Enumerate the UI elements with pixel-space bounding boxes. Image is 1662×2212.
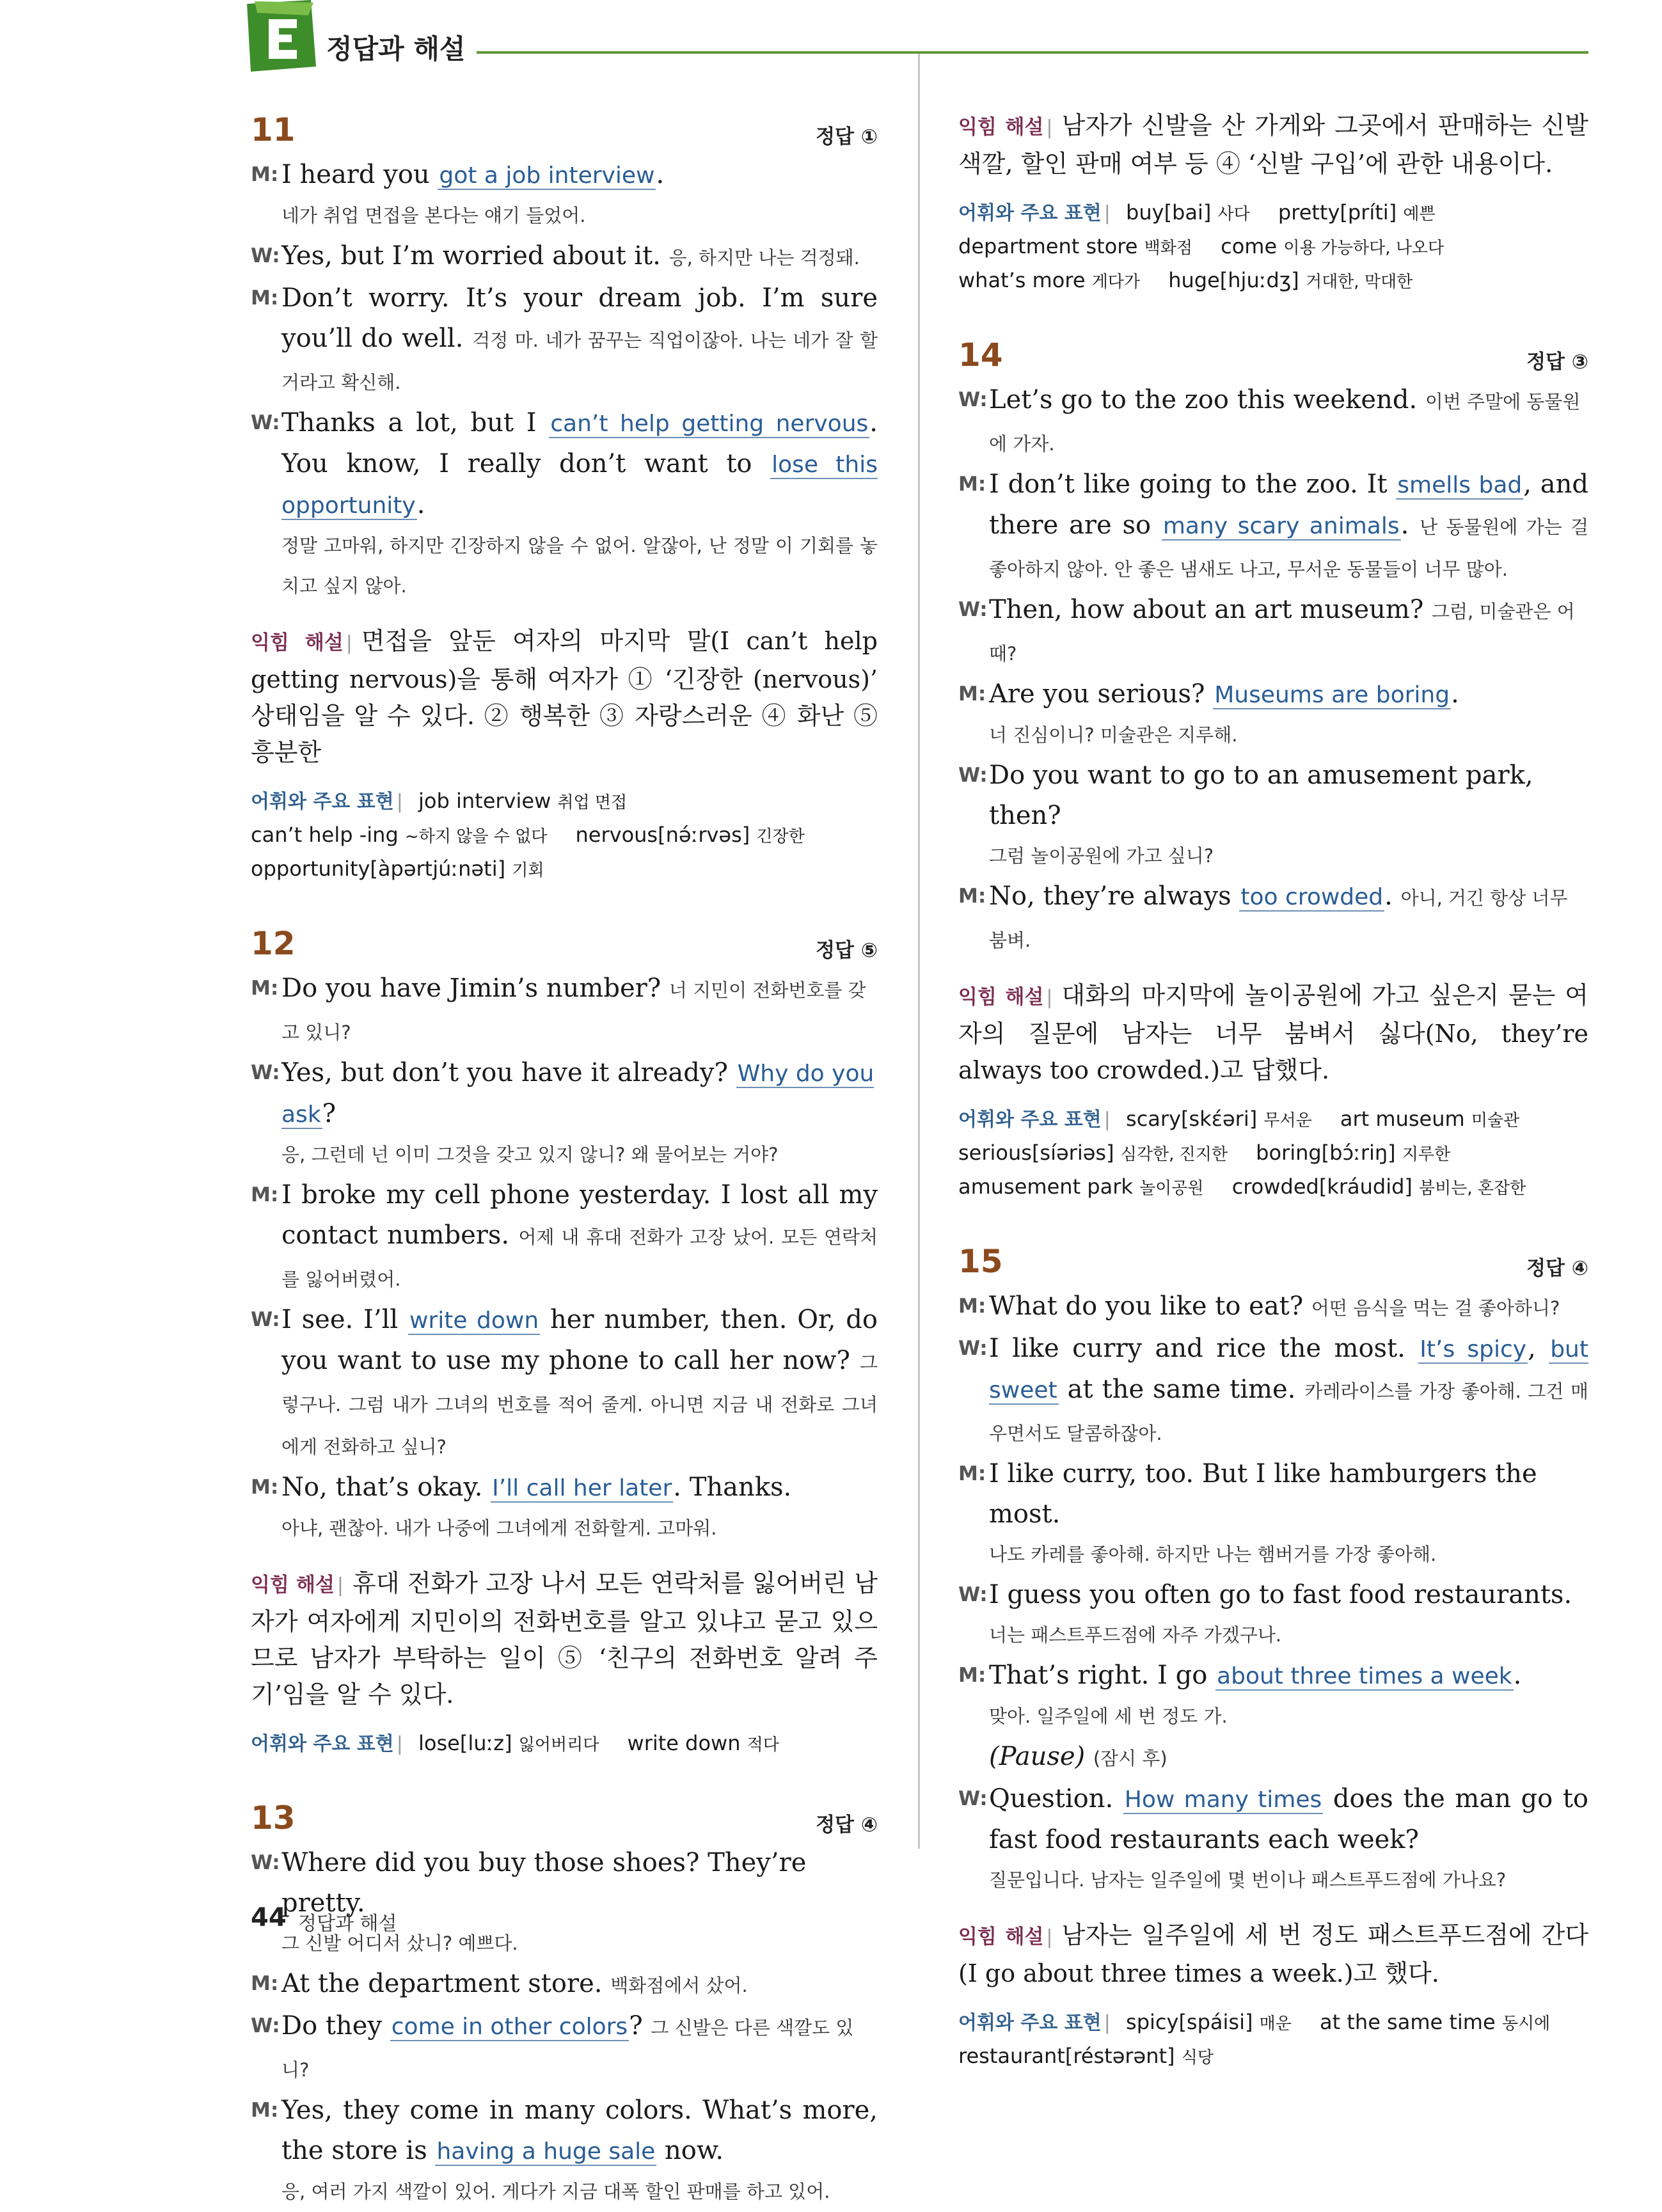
question-number: 12 bbox=[251, 925, 296, 962]
dialogue-line bbox=[958, 1575, 1588, 1655]
translation: 질문입니다. 남자는 일주일에 몇 번이나 패스트푸드점에 가나요? bbox=[989, 1869, 1507, 1891]
answer-label: 정답 ⑤ bbox=[816, 939, 878, 962]
key-expression: got a job interview bbox=[439, 162, 655, 189]
key-expression: Museums are boring bbox=[1214, 682, 1450, 708]
speaker: W: bbox=[958, 1337, 988, 1360]
speaker: M: bbox=[251, 287, 279, 310]
dialogue-text: . bbox=[1513, 1661, 1522, 1690]
vocab-item: restaurant[réstərənt] 식당 bbox=[958, 2044, 1214, 2068]
dialogue-text: Yes, but don’t you have it already? bbox=[281, 1058, 736, 1087]
question-14 bbox=[958, 333, 1588, 1205]
dialogue-text: Do you have Jimin’s number? bbox=[281, 974, 661, 1003]
dialogue-line bbox=[251, 1300, 878, 1467]
speaker: W: bbox=[958, 1787, 988, 1810]
key-expression: smells bad bbox=[1397, 472, 1523, 498]
dialogue-text: Let’s go to the zoo this weekend. bbox=[989, 385, 1418, 415]
translation: 그럼, 미술관은 어때? bbox=[989, 601, 1575, 665]
translation: 어떤 음식을 먹는 걸 좋아하니? bbox=[1311, 1297, 1560, 1319]
dialogue-line bbox=[958, 1737, 1588, 1779]
dialogue-text: Yes, they come in many colors. What’s more, the store is bbox=[281, 2096, 878, 2165]
vocab-item: department store 백화점 bbox=[958, 234, 1192, 258]
dialogue-text: . You know, I really don’t want to bbox=[281, 408, 878, 478]
translation: 응, 그런데 넌 이미 그것을 갖고 있지 않니? 왜 물어보는 거야? bbox=[281, 1144, 779, 1165]
question-13 bbox=[251, 1796, 878, 2212]
dialogue-text: Are you serious? bbox=[989, 679, 1214, 709]
vocab-box: 어휘와 주요 표현 | spicy[spáisi] 매운 at the same time 동시에 restaurant[réstərənt] 식당 bbox=[958, 2010, 1551, 2068]
speaker: M: bbox=[251, 1476, 279, 1499]
explanation-label: 익힘 해설 bbox=[958, 116, 1044, 139]
dialogue-line bbox=[958, 464, 1588, 590]
dialogue-line bbox=[251, 1964, 878, 2006]
dialogue-line bbox=[251, 236, 878, 278]
translation: 응, 하지만 나는 걱정돼. bbox=[669, 247, 860, 269]
vocab-box: 어휘와 주요 표현 | scary[skέəri] 무서운 art museum 미술관 serious[síəriəs] 심각한, 진지한 boring[bɔ́ːriŋ] 지루한 amusement park 놀이공원 crowded[kráudid] 붐비는, 혼잡한 bbox=[958, 1107, 1526, 1199]
right-column bbox=[958, 107, 1588, 2074]
header-rule bbox=[477, 51, 1588, 54]
dialogue-line bbox=[251, 278, 878, 403]
question-number: 11 bbox=[251, 111, 296, 148]
answer-label: 정답 ③ bbox=[1526, 351, 1588, 374]
key-expression: having a huge sale bbox=[436, 2138, 656, 2165]
dialogue-line bbox=[958, 1286, 1588, 1329]
explanation-label: 익힘 해설 bbox=[958, 1925, 1044, 1948]
key-expression: many scary animals bbox=[1162, 513, 1400, 539]
dialogue-text: ? bbox=[629, 2011, 643, 2041]
vocab-item: art museum 미술관 bbox=[1340, 1107, 1520, 1131]
dialogue-text: Yes, but I’m worried about it. bbox=[281, 241, 661, 271]
vocab-item: scary[skέəri] 무서운 bbox=[1126, 1107, 1312, 1131]
pause-cue: (Pause) bbox=[989, 1742, 1086, 1771]
dialogue-line bbox=[958, 590, 1588, 674]
dialogue-text: , and there are so bbox=[989, 470, 1588, 540]
vocab-item: can’t help -ing ~하지 않을 수 없다 bbox=[251, 823, 548, 847]
question-13-continued bbox=[958, 107, 1588, 298]
explanation-text: 남자는 일주일에 세 번 정도 패스트푸드점에 간다(I go about three times a week.)고 했다. bbox=[958, 1921, 1588, 1987]
dialogue-text: now. bbox=[656, 2136, 724, 2165]
dialogue-text: Don’t worry. It’s your dream job. I’m sure you’ll do well. bbox=[281, 283, 878, 353]
key-expression: can’t help getting nervous bbox=[550, 411, 869, 437]
key-expression: How many times bbox=[1124, 1787, 1322, 1813]
dialogue-line bbox=[251, 155, 878, 236]
dialogue-line bbox=[251, 1467, 878, 1549]
vocab-item: amusement park 놀이공원 bbox=[958, 1174, 1204, 1199]
speaker: M: bbox=[958, 1295, 986, 1318]
speaker: M: bbox=[958, 885, 986, 908]
dialogue-text: Do they bbox=[281, 2011, 390, 2041]
explanation: 익힘 해설 | 대화의 마지막에 놀이공원에 가고 싶은지 묻는 여자의 질문에 남자는 너무 붐벼서 싫다(No, they’re always too crowded.)고 답했다. bbox=[958, 981, 1588, 1084]
speaker: M: bbox=[251, 163, 279, 186]
speaker: M: bbox=[958, 1462, 986, 1485]
dialogue-line bbox=[958, 1655, 1588, 1737]
dialogue-text: . bbox=[1384, 881, 1393, 911]
translation: 네가 취업 면접을 본다는 얘기 들었어. bbox=[281, 205, 586, 226]
translation: 이번 주말에 동물원에 가자. bbox=[989, 391, 1581, 455]
vocab-item: job interview 취업 면접 bbox=[418, 789, 628, 813]
dialogue-line bbox=[958, 755, 1588, 876]
speaker: W: bbox=[251, 2014, 280, 2037]
dialogue-line bbox=[251, 1053, 878, 1175]
translation: 아냐, 괜찮아. 내가 나중에 그녀에게 전화할게. 고마워. bbox=[281, 1517, 717, 1539]
dialogue-line bbox=[958, 380, 1588, 464]
translation: (잠시 후) bbox=[1093, 1748, 1167, 1769]
speaker: M: bbox=[958, 1664, 986, 1687]
translation: 너 지민이 전화번호를 갖고 있니? bbox=[281, 979, 866, 1043]
speaker: M: bbox=[251, 1972, 279, 1995]
answer-label: 정답 ① bbox=[816, 125, 878, 148]
speaker: M: bbox=[958, 683, 986, 706]
dialogue-line bbox=[251, 2090, 878, 2212]
dialogue-text: at the same time. bbox=[1058, 1375, 1296, 1404]
vocab-item: write down 적다 bbox=[627, 1731, 779, 1755]
dialogue-line bbox=[251, 1843, 878, 1964]
dialogue-text: Question. bbox=[989, 1784, 1123, 1813]
answer-label: 정답 ④ bbox=[816, 1813, 878, 1837]
key-expression: come in other colors bbox=[391, 2014, 628, 2040]
vocab-item: opportunity[àpərtjúːnəti] 기회 bbox=[251, 857, 544, 881]
translation: 백화점에서 샀어. bbox=[610, 1975, 748, 1996]
speaker: W: bbox=[958, 1583, 988, 1606]
vocab-item: serious[síəriəs] 심각한, 진지한 bbox=[958, 1141, 1228, 1165]
dialogue-text: . bbox=[1400, 510, 1409, 540]
answer-label: 정답 ④ bbox=[1526, 1257, 1588, 1280]
dialogue-text: I broke my cell phone yesterday. I lost all my contact numbers. bbox=[281, 1180, 878, 1250]
translation: 나도 카레를 좋아해. 하지만 나는 햄버거를 가장 좋아해. bbox=[989, 1544, 1437, 1565]
vocab-item: spicy[spáisi] 매운 bbox=[1126, 2010, 1292, 2034]
dialogue-text: I see. I’ll bbox=[281, 1305, 408, 1334]
explanation-label: 익힘 해설 bbox=[251, 631, 344, 654]
vocab-label: 어휘와 주요 표현 bbox=[958, 202, 1102, 225]
speaker: W: bbox=[958, 598, 988, 621]
dialogue-text: At the department store. bbox=[281, 1969, 603, 1998]
header-logo-icon bbox=[242, 0, 319, 77]
vocab-label: 어휘와 주요 표현 bbox=[958, 2012, 1102, 2034]
vocab-item: buy[bai] 사다 bbox=[1126, 200, 1250, 225]
question-number: 14 bbox=[958, 336, 1003, 374]
explanation: 익힘 해설 | 면접을 앞둔 여자의 마지막 말(I can’t help getting nervous)을 통해 여자가 ① ‘긴장한 (nervous)’ 상태임을 알 수 있다. ② 행복한 ③ 자랑스러운 ④ 화난 ⑤ 흥분한 bbox=[251, 627, 878, 766]
speaker: W: bbox=[958, 388, 988, 411]
page-number: 44 bbox=[251, 1903, 287, 1932]
translation: 걱정 마. 네가 꿈꾸는 직업이잖아. 나는 네가 잘 할 거라고 확신해. bbox=[281, 329, 878, 393]
speaker: W: bbox=[958, 764, 988, 787]
dialogue-line bbox=[251, 403, 878, 606]
dialogue-text: , bbox=[1528, 1334, 1549, 1363]
explanation-label: 익힘 해설 bbox=[251, 1574, 335, 1597]
dialogue-line bbox=[958, 876, 1588, 961]
vocab-item: huge[hjuːdʒ] 거대한, 막대한 bbox=[1168, 268, 1413, 292]
translation: 정말 고마워, 하지만 긴장하지 않을 수 없어. 알잖아, 난 정말 이 기회를 놓치고 싶지 않아. bbox=[281, 535, 878, 597]
dialogue-text: her number, then. Or, do you want to use my phone to call her now? bbox=[281, 1305, 878, 1375]
dialogue-text: Do you want to go to an amusement park, then? bbox=[989, 761, 1533, 830]
vocab-label: 어휘와 주요 표현 bbox=[958, 1109, 1102, 1131]
speaker: W: bbox=[251, 1061, 280, 1084]
dialogue-text: Thanks a lot, but I bbox=[281, 408, 550, 438]
dialogue-text: No, they’re always bbox=[989, 881, 1240, 911]
dialogue-text: . bbox=[1451, 679, 1459, 709]
dialogue-text: . bbox=[416, 490, 425, 519]
vocab-item: nervous[nə́ːrvəs] 긴장한 bbox=[575, 823, 805, 847]
key-expression: lose this opportunity bbox=[281, 452, 878, 519]
dialogue-text: I guess you often go to fast food restaurants. bbox=[989, 1580, 1572, 1609]
dialogue-text: I don’t like going to the zoo. It bbox=[989, 470, 1397, 499]
dialogue-line bbox=[251, 1175, 878, 1300]
speaker: W: bbox=[251, 411, 280, 434]
vocab-item: pretty[príti] 예쁜 bbox=[1278, 200, 1436, 225]
dialogue-text: I like curry, too. But I like hamburgers the most. bbox=[989, 1459, 1537, 1529]
question-number: 13 bbox=[251, 1799, 296, 1837]
translation: 너는 패스트푸드점에 자주 가겠구나. bbox=[989, 1624, 1282, 1646]
question-12 bbox=[251, 921, 878, 1761]
translation: 응, 여러 가지 색깔이 있어. 게다가 지금 대폭 할인 판매를 하고 있어. bbox=[281, 2181, 830, 2202]
key-expression: write down bbox=[409, 1307, 539, 1334]
translation: 어제 내 휴대 전화가 고장 났어. 모든 연락처를 잃어버렸어. bbox=[281, 1226, 878, 1290]
footer-label: 정답과 해설 bbox=[298, 1913, 397, 1935]
explanation: 익힘 해설 | 남자가 신발을 산 가게와 그곳에서 판매하는 신발 색깔, 할인 판매 여부 등 ④ ‘신발 구입’에 관한 내용이다. bbox=[958, 111, 1588, 178]
translation: 카레라이스를 가장 좋아해. 그건 매우면서도 달콤하잖아. bbox=[989, 1380, 1589, 1444]
speaker: M: bbox=[251, 977, 279, 1000]
translation: 너 진심이니? 미술관은 지루해. bbox=[989, 724, 1238, 746]
dialogue-text: ? bbox=[322, 1099, 336, 1128]
vocab-box: 어휘와 주요 표현 | lose[luːz] 잃어버리다 write down 적다 bbox=[251, 1731, 779, 1755]
question-11 bbox=[251, 107, 878, 887]
dialogue-text: That’s right. I go bbox=[989, 1661, 1216, 1690]
dialogue-text: No, that’s okay. bbox=[281, 1473, 491, 1502]
vocab-label: 어휘와 주요 표현 bbox=[251, 1733, 394, 1755]
dialogue-line bbox=[958, 674, 1588, 755]
speaker: M: bbox=[251, 1183, 279, 1206]
question-number: 15 bbox=[958, 1243, 1003, 1280]
speaker: W: bbox=[251, 244, 280, 267]
vocab-box: 어휘와 주요 표현 | job interview 취업 면접 can’t help -ing ~하지 않을 수 없다 nervous[nə́ːrvəs] 긴장한 opportunity[àpərtjúːnəti] 기회 bbox=[251, 789, 805, 881]
speaker: W: bbox=[251, 1308, 280, 1331]
explanation-text: 대화의 마지막에 놀이공원에 가고 싶은지 묻는 여자의 질문에 남자는 너무 붐벼서 싫다(No, they’re always too crowded.)고 답했다. bbox=[958, 981, 1588, 1084]
vocab-box: 어휘와 주요 표현 | buy[bai] 사다 pretty[príti] 예쁜 department store 백화점 come 이용 가능하다, 나오다 what’s more 게다가 huge[hjuːdʒ] 거대한, 막대한 bbox=[958, 200, 1444, 292]
dialogue-line bbox=[251, 968, 878, 1053]
speaker: W: bbox=[251, 1851, 280, 1874]
translation: 그 신발 어디서 샀니? 예쁘다. bbox=[281, 1932, 518, 1954]
vocab-item: boring[bɔ́ːriŋ] 지루한 bbox=[1256, 1141, 1451, 1165]
dialogue-text: I like curry and rice the most. bbox=[989, 1334, 1419, 1363]
vocab-item: crowded[kráudid] 붐비는, 혼잡한 bbox=[1231, 1174, 1526, 1199]
explanation: 익힘 해설 | 휴대 전화가 고장 나서 모든 연락처를 잃어버린 남자가 여자에게 지민이의 전화번호를 알고 있냐고 묻고 있으므로 남자가 부탁하는 일이 ⑤ ‘친구의 전화번호 알려 주기’임을 알 수 있다. bbox=[251, 1569, 878, 1709]
translation: 아니, 거긴 항상 너무 붐벼. bbox=[989, 887, 1568, 951]
key-expression: too crowded bbox=[1240, 884, 1384, 910]
dialogue-text: Where did you buy those shoes? They’re pretty. bbox=[281, 1848, 807, 1918]
vocab-item: at the same time 동시에 bbox=[1320, 2010, 1551, 2034]
dialogue-text: . Thanks. bbox=[673, 1473, 792, 1502]
dialogue-line bbox=[958, 1329, 1588, 1454]
dialogue-text: does the man go to fast food restaurants each week? bbox=[989, 1784, 1588, 1854]
explanation-label: 익힘 해설 bbox=[958, 986, 1044, 1009]
dialogue-text: . bbox=[656, 160, 665, 189]
dialogue-line bbox=[958, 1454, 1588, 1575]
speaker: M: bbox=[958, 473, 986, 496]
vocab-item: lose[luːz] 잃어버리다 bbox=[418, 1731, 599, 1755]
explanation: 익힘 해설 | 남자는 일주일에 세 번 정도 패스트푸드점에 간다(I go about three times a week.)고 했다. bbox=[958, 1921, 1588, 1987]
key-expression: about three times a week bbox=[1217, 1663, 1512, 1689]
key-expression: I’ll call her later bbox=[492, 1475, 672, 1501]
explanation-text: 남자가 신발을 산 가게와 그곳에서 판매하는 신발 색깔, 할인 판매 여부 등 ④ ‘신발 구입’에 관한 내용이다. bbox=[958, 111, 1588, 178]
translation: 그렇구나. 그럼 내가 그녀의 번호를 적어 줄게. 아니면 지금 내 전화로 그녀에게 전화하고 싶니? bbox=[281, 1352, 878, 1458]
dialogue-text: What do you like to eat? bbox=[989, 1292, 1304, 1321]
speaker: M: bbox=[251, 2099, 279, 2122]
vocab-item: what’s more 게다가 bbox=[958, 268, 1141, 292]
vocab-item: come 이용 가능하다, 나오다 bbox=[1221, 234, 1444, 258]
dialogue-text: Then, how about an art museum? bbox=[989, 595, 1424, 624]
column-divider bbox=[918, 54, 920, 1849]
dialogue-text: I heard you bbox=[281, 160, 438, 189]
dialogue-line bbox=[251, 2006, 878, 2090]
dialogue-line bbox=[958, 1779, 1588, 1900]
translation: 난 동물원에 가는 걸 좋아하지 않아. 안 좋은 냄새도 나고, 무서운 동물들이 너무 많아. bbox=[989, 516, 1588, 580]
translation: 맞아. 일주일에 세 번 정도 가. bbox=[989, 1705, 1228, 1727]
key-expression: It’s spicy bbox=[1420, 1336, 1527, 1363]
key-expression: Why do you ask bbox=[281, 1061, 875, 1128]
explanation-text: 휴대 전화가 고장 나서 모든 연락처를 잃어버린 남자가 여자에게 지민이의 전화번호를 알고 있냐고 묻고 있으므로 남자가 부탁하는 일이 ⑤ ‘친구의 전화번호 알려 주기’임을 알 수 있다. bbox=[251, 1569, 878, 1709]
translation: 그 신발은 다른 색깔도 있니? bbox=[281, 2017, 854, 2081]
header-title: 정답과 해설 bbox=[326, 33, 466, 65]
question-15 bbox=[958, 1239, 1588, 2074]
translation: 그럼 놀이공원에 가고 싶니? bbox=[989, 845, 1214, 867]
explanation-text: 면접을 앞둔 여자의 마지막 말(I can’t help getting nervous)을 통해 여자가 ① ‘긴장한 (nervous)’ 상태임을 알 수 있다. ② 행복한 ③ 자랑스러운 ④ 화난 ⑤ 흥분한 bbox=[251, 627, 878, 766]
left-column bbox=[251, 107, 878, 2212]
vocab-label: 어휘와 주요 표현 bbox=[251, 791, 394, 813]
key-expression: but sweet bbox=[989, 1336, 1588, 1403]
